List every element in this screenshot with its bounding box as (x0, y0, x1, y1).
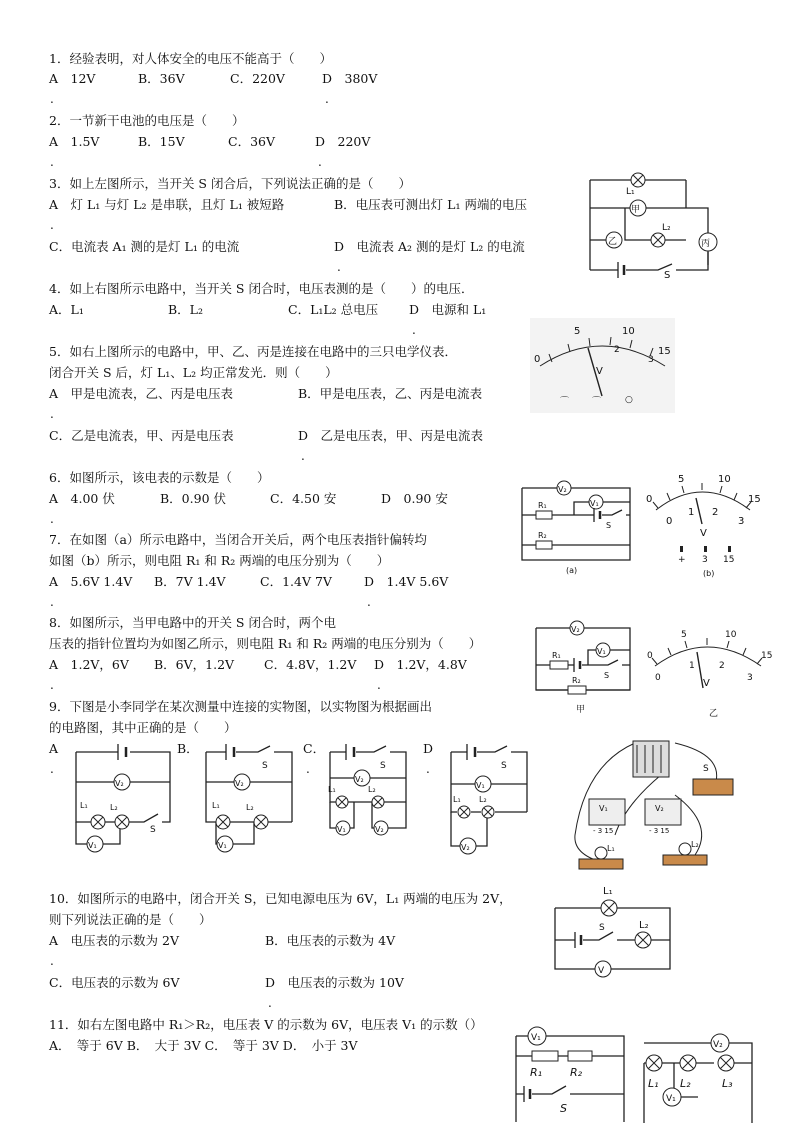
b-label-0: 0 (666, 516, 673, 527)
yi-label-3: 3 (747, 673, 753, 683)
svg-text:V: V (598, 966, 605, 976)
b-term-3: 3 (702, 555, 708, 565)
q10-stem-line2: 则下列说法正确的是（ ） (49, 912, 212, 927)
svg-text:S: S (560, 1102, 567, 1115)
svg-text:V₁: V₁ (337, 825, 346, 834)
svg-text:V₁: V₁ (218, 841, 227, 850)
label-l2: L₂ (662, 223, 671, 233)
yi-v: V (703, 678, 710, 689)
jia-v1: V₁ (597, 647, 606, 656)
m5-scale-15: 15 (658, 346, 671, 357)
q8-stem-line1: 8．如图所示，当甲电路中的开关 S 闭合时，两个电 (49, 615, 336, 630)
b-v: V (700, 528, 707, 539)
q3-stem: 3．如上左图所示，当开关 S 闭合后，下列说法正确的是（ ） (49, 176, 411, 191)
circuit-figure-q6a (518, 480, 633, 575)
svg-text:L₂: L₂ (680, 1077, 691, 1090)
q7-option-d: D 1.4V 5.6V (364, 574, 449, 589)
b-scale-0: 0 (646, 494, 653, 505)
label-s: S (664, 270, 671, 281)
svg-text:V₁: V₁ (88, 841, 97, 850)
svg-text:V₁: V₁ (599, 804, 608, 813)
svg-text:L₂: L₂ (479, 795, 487, 804)
q11-options: A． 等于 6V B． 大于 3V C． 等于 3V D． 小于 3V (49, 1038, 358, 1053)
svg-text:L₂: L₂ (368, 785, 376, 794)
svg-text:L₂: L₂ (110, 803, 118, 812)
b-label-2: 2 (712, 507, 719, 518)
svg-text:⌒: ⌒ (592, 397, 602, 407)
svg-text:L₁: L₁ (80, 801, 88, 810)
q6-option-b: B．0.90 伏 (160, 491, 226, 506)
svg-text:L₁: L₁ (328, 785, 336, 794)
b-label-1: 1 (688, 507, 695, 518)
q4-option-c: C．L₁L₂ 总电压 (288, 302, 379, 317)
svg-text:V₂: V₂ (235, 779, 244, 788)
a-s: S (606, 521, 612, 530)
q4-stem: 4．如上右图所示电路中，当开关 S 闭合时，电压表测的是（ ）的电压． (49, 281, 474, 296)
m5-scale-0: 5 (574, 326, 581, 337)
svg-text:S: S (150, 825, 156, 835)
svg-text:V₂: V₂ (375, 825, 384, 834)
q8-option-c: C．4.8V，1.2V (264, 657, 357, 672)
q5-option-b: B．甲是电压表，乙、丙是电流表 (298, 386, 483, 401)
a-r2: R₂ (538, 531, 547, 540)
a-r1: R₁ (538, 501, 547, 510)
q5-option-c: C．乙是电流表，甲、丙是电压表 (49, 428, 234, 443)
circuit-figure-q10 (553, 884, 673, 979)
yi-scale-15: 15 (761, 651, 773, 661)
q1-option-b: B．36V (138, 71, 185, 86)
q2-option-d: D 220V (315, 134, 371, 149)
q9-circuit-d (445, 742, 535, 860)
svg-text:S: S (501, 761, 507, 771)
circuit-figure-q8-jia (530, 620, 635, 720)
q7-option-c: C．1.4V 7V (260, 574, 332, 589)
svg-text:⌒: ⌒ (560, 397, 570, 407)
svg-text:L₁: L₁ (453, 795, 461, 804)
svg-text:L₂: L₂ (691, 840, 699, 849)
b-term-plus: + (678, 555, 686, 565)
b-term-15: 15 (723, 555, 735, 565)
svg-text:L₂: L₂ (246, 803, 254, 812)
q10-stem-line1: 10．如图所示的电路中，闭合开关 S，已知电源电压为 6V，L₁ 两端的电压为 2V， (49, 891, 512, 906)
q7-option-a: A 5.6V 1.4V (49, 574, 133, 589)
m5-label-3: 3 (648, 355, 654, 365)
q5-stem-line2: 闭合开关 S 后，灯 L₁、L₂ 均正常发光．则（ ） (49, 365, 338, 380)
svg-text:- 3 15: - 3 15 (593, 827, 614, 835)
q3-option-b: B．电压表可测出灯 L₁ 两端的电压 (334, 197, 527, 212)
q9-stem-line2: 的电路图，其中正确的是（ ） (49, 720, 237, 735)
caption-a: (a) (566, 566, 578, 575)
jia-r2: R₂ (572, 676, 581, 685)
yi-scale-0: 0 (647, 651, 653, 661)
m5-label-2: 2 (614, 345, 620, 355)
b-scale-10: 10 (718, 474, 731, 485)
q9-stem-line1: 9．下图是小李同学在某次测量中连接的实物图，以实物图为根据画出 (49, 699, 432, 714)
yi-label-1: 1 (689, 661, 695, 671)
q1-option-c: C．220V (230, 71, 285, 86)
label-bing: 丙 (701, 239, 711, 249)
q9-circuit-c (324, 742, 414, 860)
svg-text:V₁: V₁ (666, 1094, 676, 1104)
q7-stem-line2: 如图（b）所示，则电阻 R₁ 和 R₂ 两端的电压分别为（ ） (49, 553, 390, 568)
circuit-figure-q11-right (640, 1025, 760, 1123)
svg-text:- 3 15: - 3 15 (649, 827, 670, 835)
b-scale-15: 15 (748, 494, 761, 505)
svg-text:V₂: V₂ (655, 804, 664, 813)
yi-scale-5: 5 (681, 630, 687, 640)
q8-option-a: A 1.2V，6V (49, 657, 129, 672)
voltmeter-photo-q5 (530, 318, 675, 413)
q8-option-b: B．6V，1.2V (154, 657, 235, 672)
svg-text:V₁: V₁ (531, 1033, 541, 1043)
q4-option-b: B．L₂ (168, 302, 203, 317)
q6-option-d: D 0.90 安 (381, 491, 448, 506)
q3-option-c: C．电流表 A₁ 测的是灯 L₁ 的电流 (49, 239, 240, 254)
q3-option-d: D 电流表 A₂ 测的是灯 L₂ 的电流 (334, 239, 525, 254)
caption-jia: 甲 (576, 705, 586, 715)
label-jia: 甲 (631, 205, 641, 215)
m5-scale-0: 0 (534, 354, 541, 365)
q1-option-d: D 380V (322, 71, 378, 86)
q10-option-d: D 电压表的示数为 10V (265, 975, 404, 990)
svg-text:V₂: V₂ (115, 779, 124, 788)
q2-option-a: A 1.5V (49, 134, 100, 149)
q6-stem: 6．如图所示，该电表的示数是（ ） (49, 470, 270, 485)
q7-option-b: B．7V 1.4V (154, 574, 226, 589)
q10-option-b: B．电压表的示数为 4V (265, 933, 396, 948)
q6-option-a: A 4.00 伏 (49, 491, 115, 506)
yi-label-0: 0 (655, 673, 661, 683)
q4-option-a: A．L₁ (49, 302, 84, 317)
q8-option-d: D 1.2V，4.8V (374, 657, 467, 672)
m5-scale-10: 10 (622, 326, 635, 337)
q4-option-d: D 电源和 L₁ (409, 302, 487, 317)
q11-stem: 11．如右左图电路中 R₁＞R₂，电压表 V 的示数为 6V，电压表 V₁ 的示数（） (49, 1017, 483, 1032)
q10-option-a: A 电压表的示数为 2V (49, 933, 179, 948)
q8-stem-line2: 压表的指针位置均为如图乙所示，则电阻 R₁ 和 R₂ 两端的电压分别为（ ） (49, 636, 482, 651)
svg-text:R₂: R₂ (570, 1066, 583, 1079)
q5-option-a: A 甲是电流表，乙、丙是电压表 (49, 386, 234, 401)
label-yi: 乙 (608, 237, 618, 247)
q1-stem: 1．经验表明，对人体安全的电压不能高于（ ） (49, 51, 332, 66)
q7-stem-line1: 7．在如图（a）所示电路中，当闭合开关后，两个电压表指针偏转均 (49, 532, 427, 547)
q9-circuit-b (200, 742, 300, 860)
svg-text:R₁: R₁ (530, 1066, 543, 1079)
m5-v: V (596, 366, 603, 377)
svg-text:○: ○ (625, 395, 633, 405)
svg-text:S: S (703, 764, 709, 774)
svg-text:L₃: L₃ (722, 1077, 733, 1090)
b-scale-5: 5 (678, 474, 685, 485)
svg-text:V₂: V₂ (461, 843, 470, 852)
svg-text:S: S (262, 761, 268, 771)
caption-yi: 乙 (709, 709, 719, 719)
jia-v2: V₂ (571, 625, 580, 634)
q5-option-d: D 乙是电压表，甲、丙是电流表 (298, 428, 484, 443)
q1-option-a: A 12V (49, 71, 96, 86)
svg-text:V₁: V₁ (476, 781, 485, 790)
yi-scale-10: 10 (725, 630, 737, 640)
q9-option-d: D (423, 741, 434, 756)
circuit-figure-q11-left (512, 1022, 632, 1123)
caption-b: (b) (703, 569, 715, 578)
svg-text:S: S (599, 923, 605, 933)
q9-option-a: A (49, 741, 59, 756)
a-v1: V₁ (590, 499, 599, 508)
svg-text:L₂: L₂ (639, 920, 649, 931)
circuit-figure-q5 (580, 170, 720, 280)
q2-option-c: C．36V (228, 134, 275, 149)
voltmeter-figure-q6b (640, 472, 765, 582)
q9-circuit-a (70, 742, 175, 860)
svg-text:V₂: V₂ (355, 775, 364, 784)
svg-text:L₁: L₁ (607, 844, 615, 853)
svg-text:L₁: L₁ (212, 801, 220, 810)
svg-text:L₁: L₁ (603, 886, 613, 897)
jia-r1: R₁ (552, 651, 561, 660)
label-l1: L₁ (626, 187, 635, 197)
svg-text:L₁: L₁ (648, 1077, 659, 1090)
q6-option-c: C．4.50 安 (270, 491, 337, 506)
jia-s: S (604, 671, 610, 680)
q10-option-c: C．电压表的示数为 6V (49, 975, 180, 990)
q5-stem-line1: 5．如右上图所示的电路中，甲、乙、丙是连接在电路中的三只电学仪表． (49, 344, 457, 359)
q9-real-circuit-photo (565, 735, 745, 875)
voltmeter-figure-q8-yi (643, 628, 773, 720)
svg-text:V₂: V₂ (713, 1040, 723, 1050)
q9-option-b: B． (177, 741, 199, 756)
yi-label-2: 2 (719, 661, 725, 671)
q2-option-b: B．15V (138, 134, 185, 149)
q2-stem: 2．一节新干电池的电压是（ ） (49, 113, 245, 128)
b-label-3: 3 (738, 516, 745, 527)
a-v2: V₂ (558, 485, 567, 494)
q9-option-c: C． (303, 741, 326, 756)
svg-text:S: S (380, 761, 386, 771)
q3-option-a: A 灯 L₁ 与灯 L₂ 是串联，且灯 L₁ 被短路 (49, 197, 285, 212)
